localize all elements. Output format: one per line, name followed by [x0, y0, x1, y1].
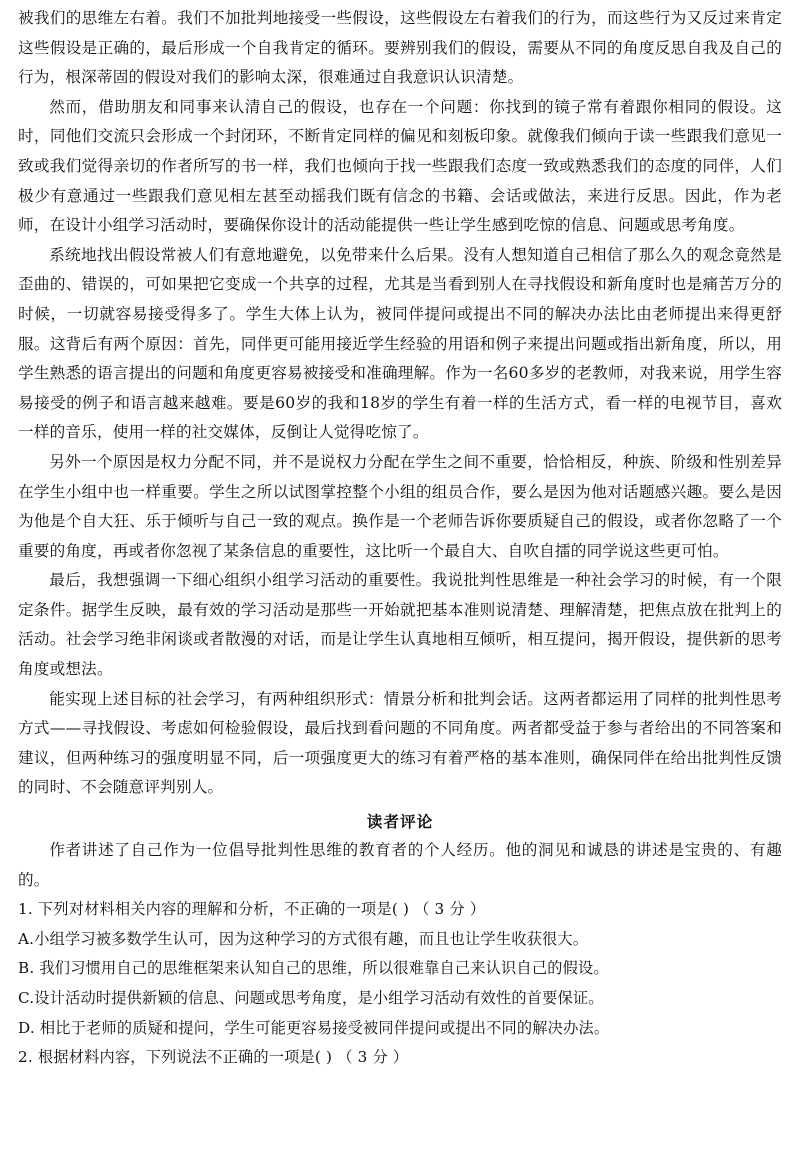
- exam-page: [18, 4, 782, 1073]
- article-paragraph-1: 被我们的思维左右着。我们不加批判地接受一些假设，这些假设左右着我们的行为，而这些行为又反过来肯定这些假设是正确的，最后形成一个自我肯定的循环。要辨别我们的假设，需要从不同的角度反思自我及自己的行为，根深蒂固的假设对我们的影响太深，很难通过自我意识认识清楚。: [18, 9, 782, 87]
- article-paragraph-5: 最后，我想强调一下细心组织小组学习活动的重要性。我说批判性思维是一种社会学习的时候，有一个限定条件。据学生反映，最有效的学习活动是那些一开始就把基本准则说清楚、理解清楚，把焦点放在批判上的活动。社会学习绝非闲谈或者散漫的对话，而是让学生认真地相互倾听，相互提问，揭开假设，提供新的思考角度或想法。: [18, 571, 782, 679]
- article-paragraph-4: 另外一个原因是权力分配不同，并不是说权力分配在学生之间不重要，恰恰相反，种族、阶级和性别差异在学生小组中也一样重要。学生之所以试图掌控整个小组的组员合作，要么是因为他对话题感兴趣。要么是因为他是个自大狂、乐于倾听与自己一致的观点。换作是一个老师告诉你要质疑自己的假设，或者你忽略了一个重要的角度，再或者你忽视了某条信息的重要性，这比听一个最自大、自吹自擂的同学说这些更可怕。: [18, 452, 782, 560]
- question-2: [18, 1043, 782, 1073]
- review-text: 作者讲述了自己作为一位倡导批判性思维的教育者的个人经历。他的洞见和诚恳的讲述是宝贵的、有趣的。: [18, 841, 782, 889]
- question-1: [18, 895, 782, 1043]
- question-1-option-c[interactable]: C.设计活动时提供新颖的信息、问题或思考角度，是小组学习活动有效性的首要保证。: [18, 989, 604, 1007]
- article-paragraph-3: 系统地找出假设常被人们有意地避免，以免带来什么后果。没有人想知道自己相信了那么久的观念竟然是歪曲的、错误的，可如果把它变成一个共享的过程，尤其是当看到别人在寻找假设和新角度时也是痛苦万分的时候，一切就容易接受得多了。学生大体上认为，被同伴提问或提出不同的解决办法比由老师提出来得更舒服。这背后有两个原因：首先，同伴更可能用接近学生经验的用语和例子来提出问题或指出新角度，所以，用学生熟悉的语言提出的问题和角度更容易被接受和准确理解。作为一名60多岁的老教师，对我来说，用学生容易接受的例子和语言越来越难。要是60岁的我和18岁的学生有着一样的生活方式，看一样的电视节目，喜欢一样的音乐，使用一样的社交媒体，反倒让人觉得吃惊了。: [18, 245, 782, 442]
- question-1-option-d[interactable]: D. 相比于老师的质疑和提问，学生可能更容易接受被同伴提问或提出不同的解决办法。: [18, 1018, 610, 1037]
- review-title: 读者评论: [366, 812, 434, 832]
- article-paragraph-2: 然而，借助朋友和同事来认清自己的假设，也存在一个问题：你找到的镜子常有着跟你相同的假设。这时，同他们交流只会形成一个封闭环，不断肯定同样的偏见和刻板印象。就像我们倾向于读一些跟我们意见一致或我们觉得亲切的作者所写的书一样，我们也倾向于找一些跟我们态度一致或熟悉我们的态度的同伴，人们极少有意通过一些跟我们意见相左甚至动摇我们既有信念的书籍、会话或做法，来进行反思。因此，作为老师，在设计小组学习活动时，要确保你设计的活动能提供一些让学生感到吃惊的信息、问题或思考角度。: [18, 97, 782, 235]
- article-paragraph-6: 能实现上述目标的社会学习，有两种组织形式：情景分析和批判会话。这两者都运用了同样的批判性思考方式——寻找假设、考虑如何检验假设，最后找到看问题的不同角度。两者都受益于参与者给出的不同答案和建议，但两种练习的强度明显不同，后一项强度更大的练习有着严格的基本准则，确保同伴在给出批判性反馈的同时、不会随意评判别人。: [18, 689, 782, 797]
- question-1-option-b[interactable]: B. 我们习惯用自己的思维框架来认知自己的思维，所以很难靠自己来认识自己的假设。: [18, 959, 609, 978]
- question-1-option-a[interactable]: A.小组学习被多数学生认可，因为这种学习的方式很有趣，而且也让学生收获很大。: [18, 929, 589, 948]
- question-1-stem: 1. 下列对材料相关内容的理解和分析，不正确的一项是( ) （ 3 分 ）: [18, 900, 486, 919]
- question-2-stem: 2. 根据材料内容，下列说法不正确的一项是( ) （ 3 分 ）: [18, 1048, 409, 1067]
